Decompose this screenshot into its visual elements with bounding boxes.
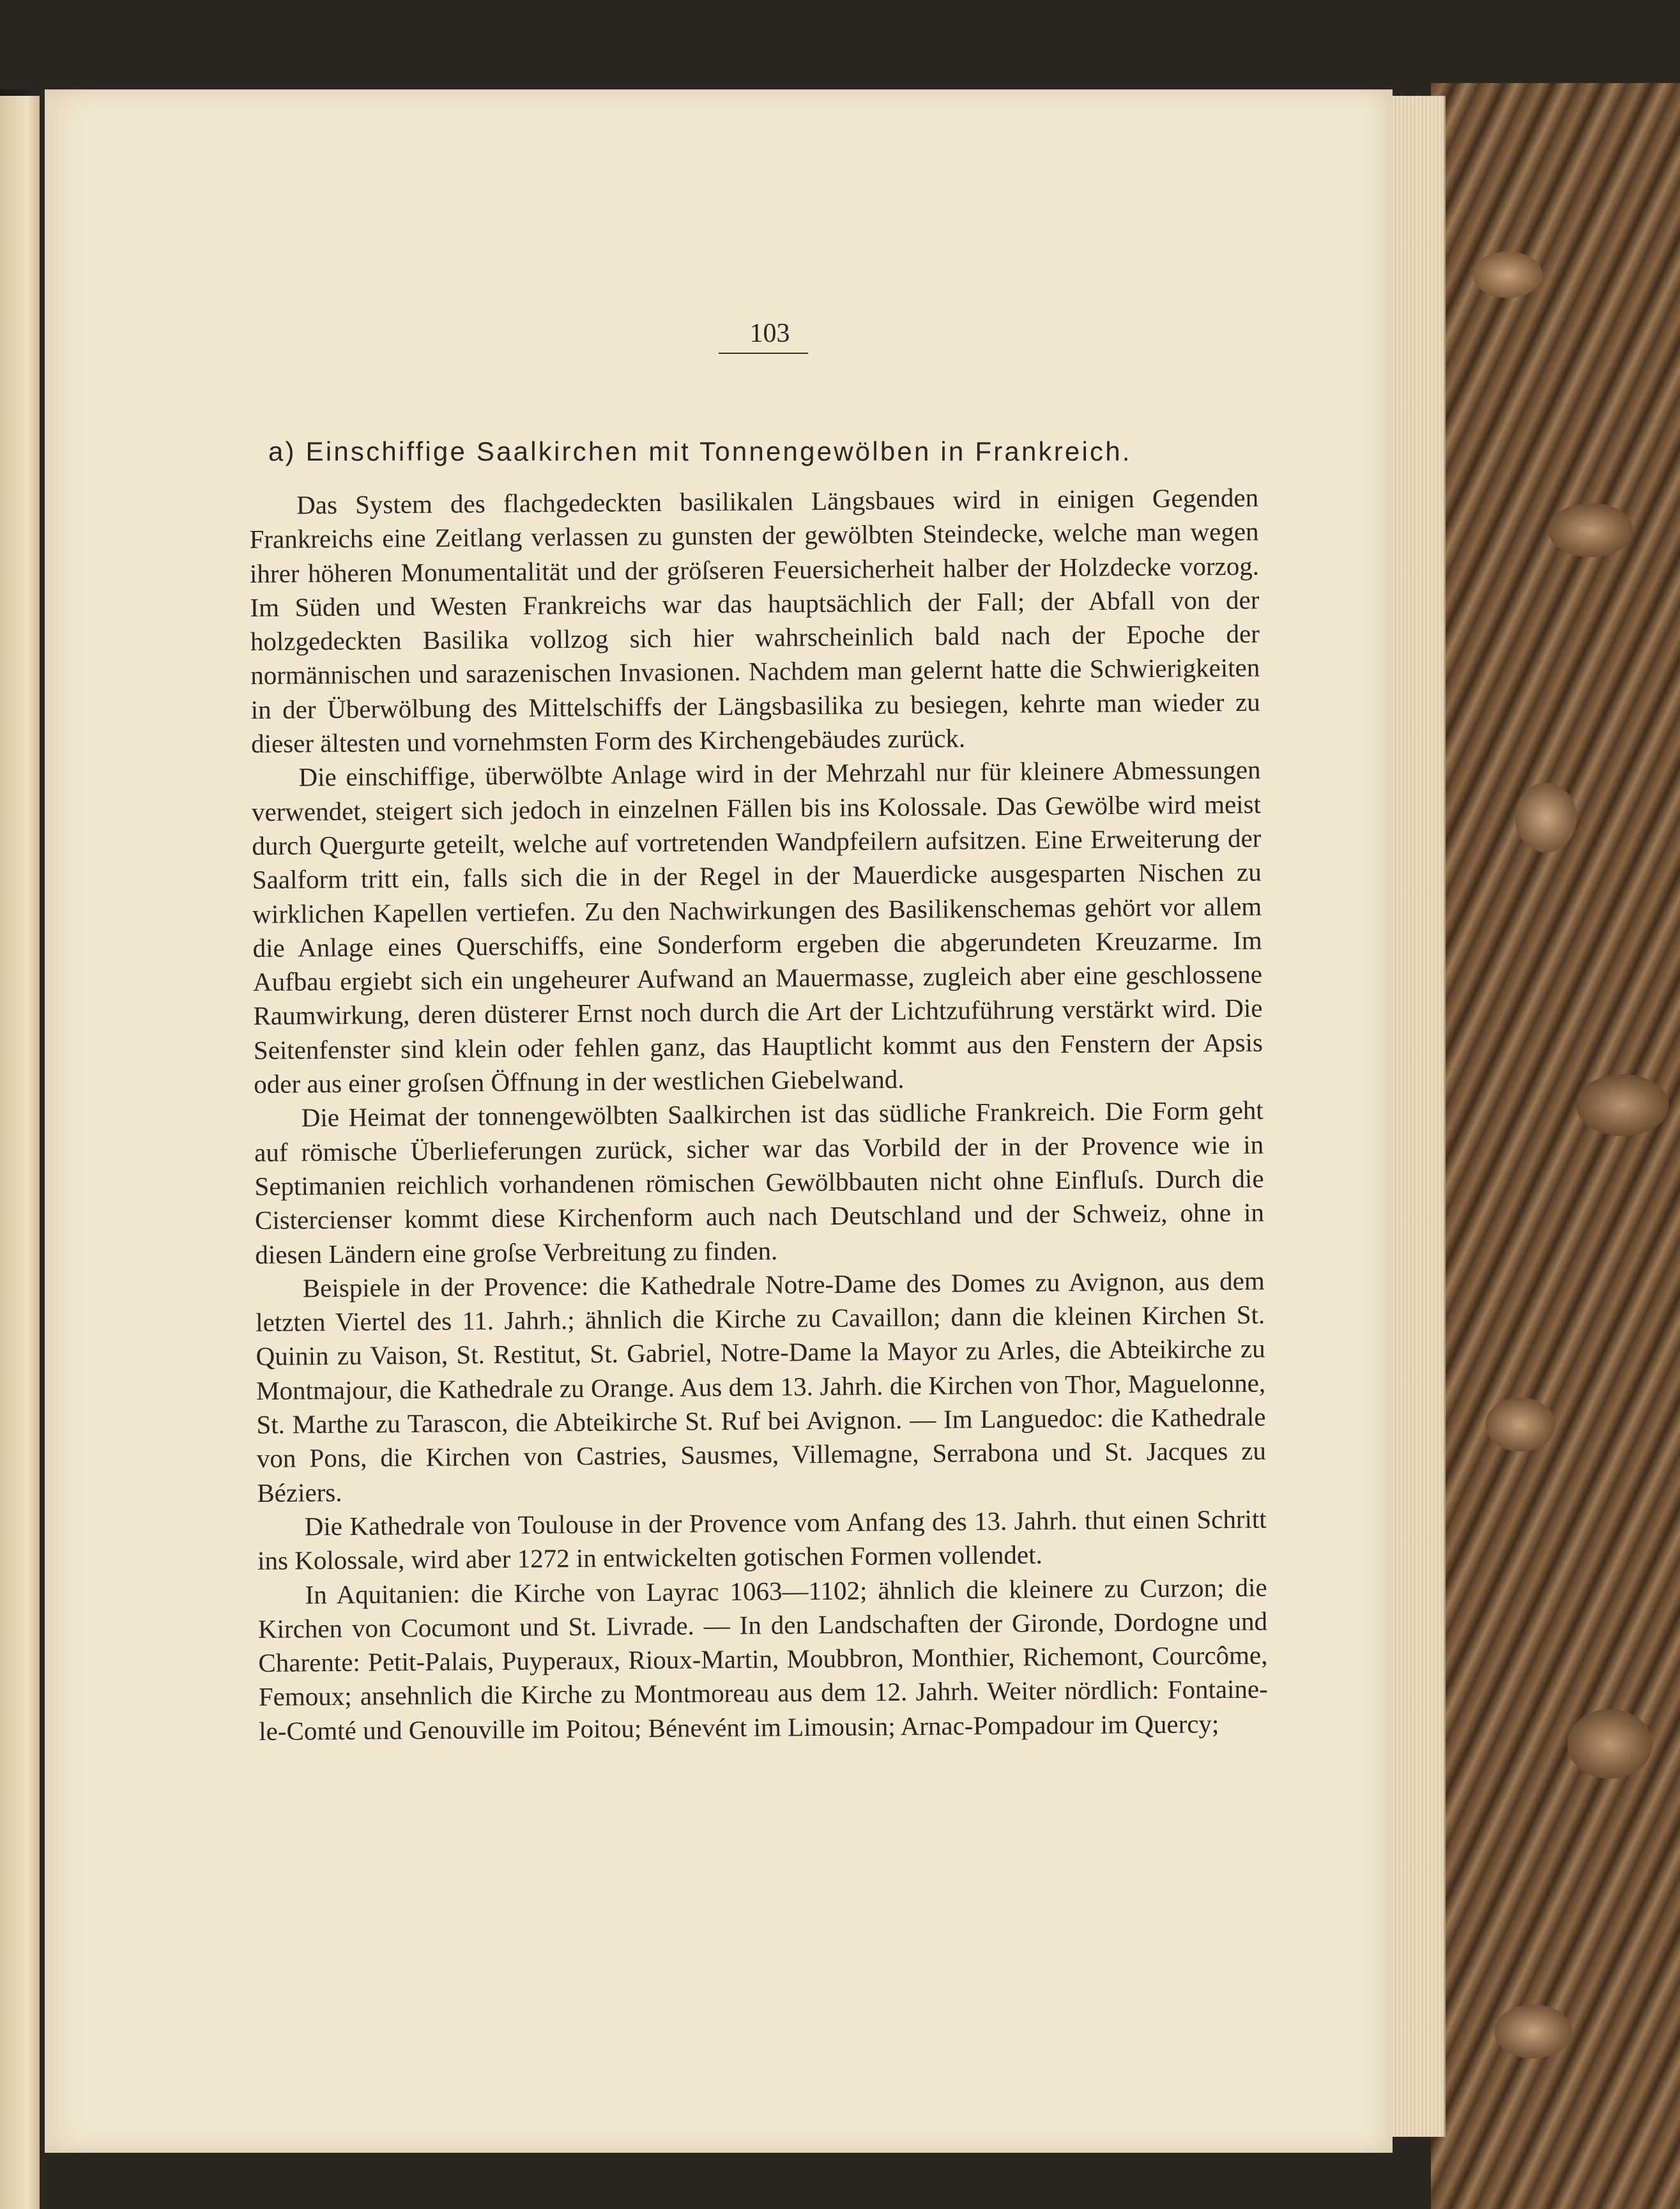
marbled-cover-board <box>1431 83 1680 2209</box>
facing-page-edge <box>0 96 40 2209</box>
paragraph: Das System des flachgedeckten basilikalen Längsbaues wird in einigen Gegenden Frankreichs eine Zeitlang verlassen zu gunsten der gewölbten Steindecke, welche man wegen ihrer höheren Monumentalität und der gröſseren Feuersicherheit halber der Holzdecke vorzog. Im Süden und Westen Frankreichs war das hauptsächlich der Fall; der Abfall von der holzgedeckten Basilika vollzog sich hier wahrscheinlich bald nach der Epoche der normännischen und sarazenischen Invasionen. Nachdem man gelernt hatte die Schwierigkeiten in der Überwölbung des Mittelschiffs der Längsbasilika zu besiegen, kehrte man wieder zu dieser ältesten und vornehmsten Form des Kirchengebäudes zurück. <box>249 482 1260 759</box>
paragraph: Die Kathedrale von Toulouse in der Provence vom Anfang des 13. Jahrh. thut einen Schritt ins Kolossale, wird aber 1272 in entwickelten gotischen Formen vollendet. <box>257 1504 1267 1576</box>
section-heading: a) Einschiffige Saalkirchen mit Tonnengewölben in Frankreich. <box>268 436 1132 466</box>
book-page <box>45 89 1393 2153</box>
body-text <box>249 481 1268 1748</box>
paragraph: Die Heimat der tonnengewölbten Saalkirchen ist das südliche Frankreich. Die Form geht auf römische Überlieferungen zurück, sicher war das Vorbild der in der Provence wie in Septimanien reichlich vorhandenen römischen Gewölbbauten nicht ohne Einfluſs. Durch die Cistercienser kommt diese Kirchenform auch nach Deutschland und der Schweiz, ohne in diesen Ländern eine groſse Verbreitung zu finden. <box>254 1095 1265 1269</box>
page-number-rule <box>719 353 808 354</box>
page-number: 103 <box>749 319 790 348</box>
paragraph: Beispiele in der Provence: die Kathedrale Notre-Dame des Domes zu Avignon, aus dem letzten Viertel des 11. Jahrh.; ähnlich die Kirche zu Cavaillon; dann die kleinen Kirchen St. Quinin zu Vaison, St. Restitut, St. Gabriel, Notre-Dame la Mayor zu Arles, die Abteikirche zu Montmajour, die Kathedrale zu Orange. Aus dem 13. Jahrh. die Kirchen von Thor, Maguelonne, St. Marthe zu Tarascon, die Abteikirche St. Ruf bei Avignon. — Im Languedoc: die Kathedrale von Pons, die Kirchen von Castries, Sausmes, Villemagne, Serrabona und St. Jacques zu Béziers. <box>256 1265 1267 1508</box>
paragraph: Die einschiffige, überwölbte Anlage wird in der Mehrzahl nur für kleinere Abmessungen verwendet, steigert sich jedoch in einzelnen Fällen bis ins Kolossale. Das Gewölbe wird meist durch Quergurte geteilt, welche auf vortretenden Wandpfeilern aufsitzen. Eine Erweiterung der Saalform tritt ein, falls sich die in der Regel in der Mauerdicke ausgesparten Nischen zu wirklichen Kapellen vertiefen. Zu den Nachwirkungen des Basilikenschemas gehört vor allem die Anlage eines Querschiffs, eine Sonderform ergeben die abgerundeten Kreuzarme. Im Aufbau ergiebt sich ein ungeheurer Aufwand an Mauermasse, zugleich aber eine geschlossene Raumwirkung, deren düsterer Ernst noch durch die Art der Lichtzuführung verstärkt wird. Die Seitenfenster sind klein oder fehlen ganz, das Hauptlicht kommt aus den Fenstern der Apsis oder aus einer groſsen Öffnung in der westlichen Giebelwand. <box>251 754 1264 1099</box>
page-edges <box>1386 96 1446 2137</box>
paragraph: In Aquitanien: die Kirche von Layrac 1063—1102; ähnlich die kleinere zu Curzon; die Kirchen von Cocumont und St. Livrade. — In den Landschaften der Gironde, Dordogne und Charente: Petit-Palais, Puyperaux, Rioux-Martin, Moubbron, Monthier, Richemont, Courcôme, Femoux; ansehnlich die Kirche zu Montmoreau aus dem 12. Jahrh. Weiter nördlich: Fontaine-le-Comté und Genouville im Poitou; Bénevént im Limousin; Arnac-Pompadour im Quercy; <box>257 1572 1268 1746</box>
